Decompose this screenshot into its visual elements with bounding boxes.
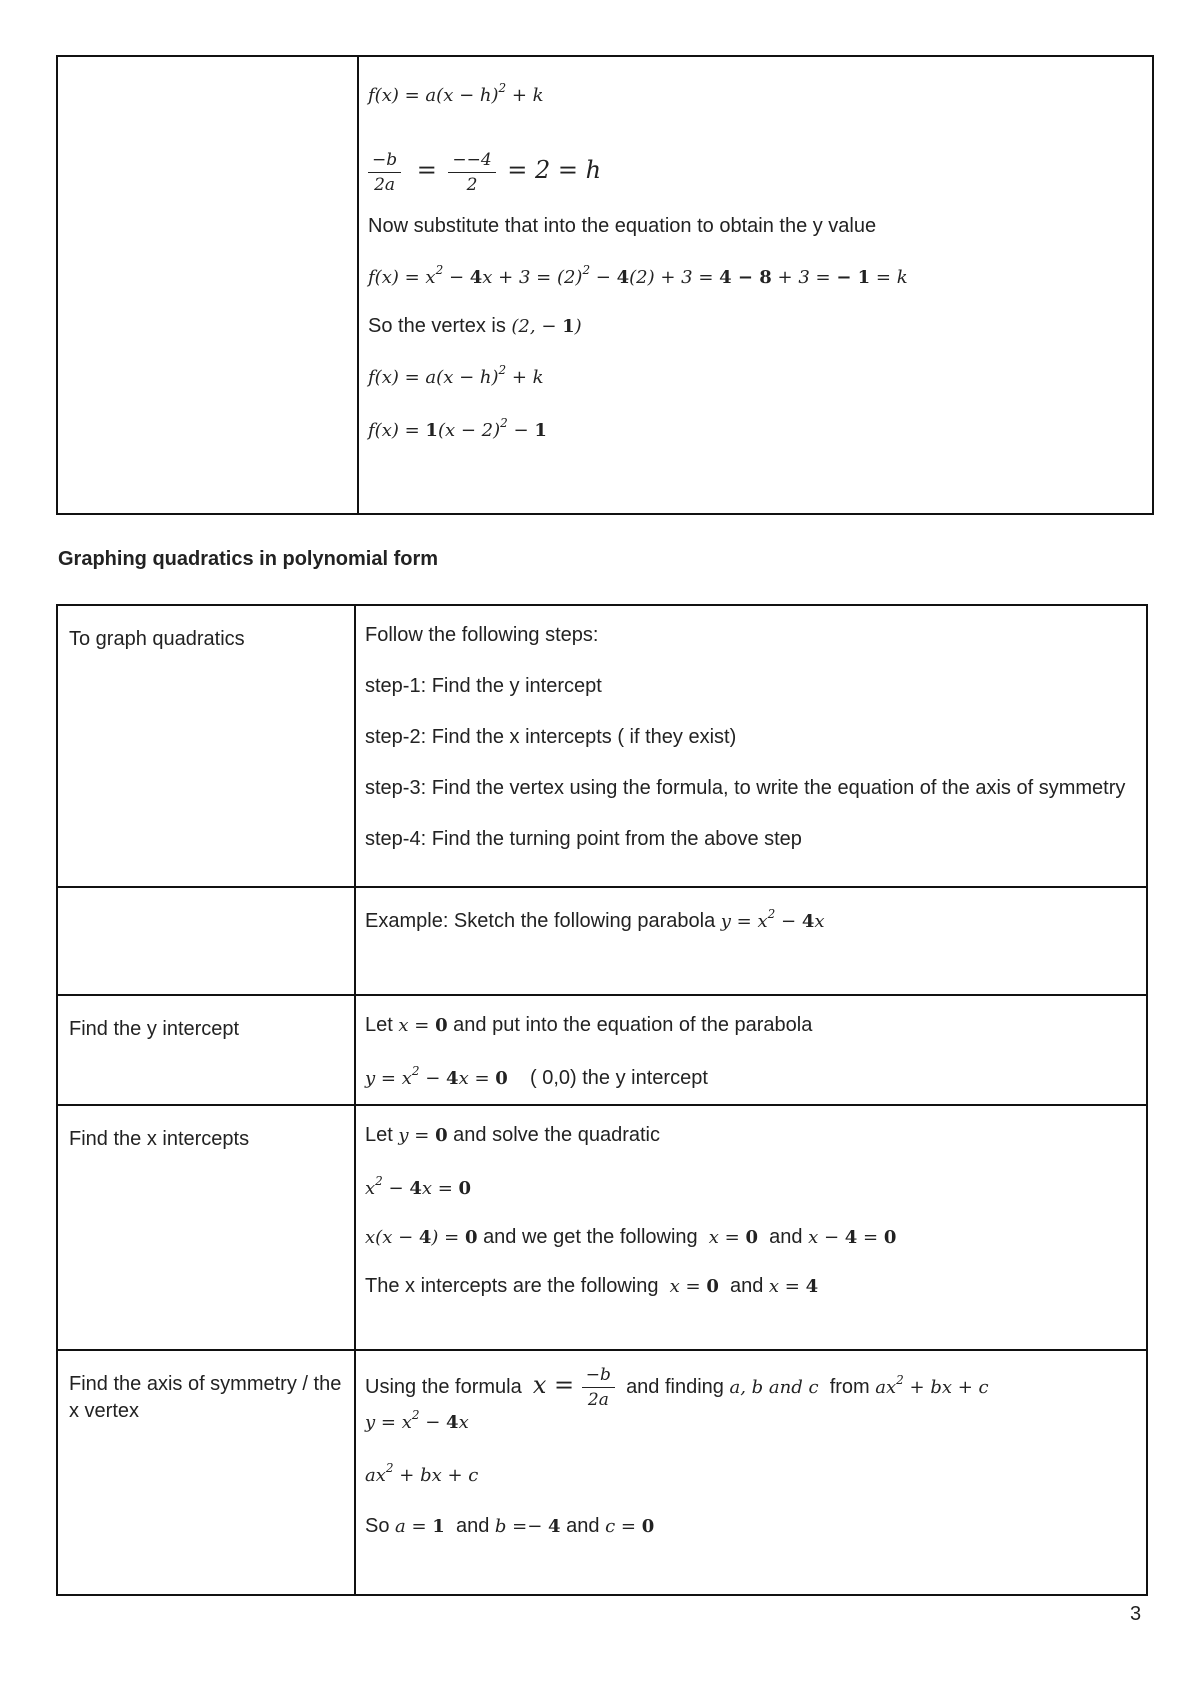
vertex-result: So the vertex is (2, − 1)	[368, 315, 582, 337]
step-2: step-2: Find the x intercepts ( if they exist)	[365, 726, 737, 748]
section-heading: Graphing quadratics in polynomial form	[58, 548, 439, 570]
axis-of-symmetry-row	[57, 1350, 1147, 1595]
axis-formula-line: Using the formula x = $\frac{-b}{2a}$ and finding a, b and c from $ax^2$ + bx + c	[365, 1365, 989, 1411]
coefficients-result: So a = 1 and b =− 4 and c = 0	[365, 1515, 655, 1537]
x-intercepts-label: Find the x intercepts	[69, 1128, 250, 1150]
axis-of-symmetry-label: Find the axis of symmetry / the x vertex	[69, 1373, 342, 1422]
steps-row	[57, 605, 1147, 887]
steps-label: To graph quadratics	[69, 628, 245, 650]
x-intercepts-equation: $x^2 - 4x = 0$	[365, 1174, 472, 1199]
vertex-form-result: $f(x) = 1(x - 2)^2 - 1$	[368, 416, 547, 441]
y-intercept-row	[57, 995, 1147, 1105]
graphing-table	[56, 604, 1148, 1596]
y-intercept-result: $y = x^2 - 4x = 0$ ( 0,0) the y intercept	[365, 1064, 708, 1089]
vertex-form-equation-2: $f(x) = a(x - h)^2 + k$	[368, 363, 544, 388]
x-intercepts-factored: x(x − 4) = 0 and we get the following x = 0 and x − 4 = 0	[365, 1226, 897, 1248]
vertex-table-left-cell	[57, 56, 358, 514]
example-text: Example: Sketch the following parabola $y = x^2 - 4x$	[365, 907, 825, 932]
example-row	[57, 887, 1147, 995]
x-intercepts-result: The x intercepts are the following x = 0 and x = 4	[365, 1275, 819, 1297]
step-3: step-3: Find the vertex using the formula, to write the equation of the axis of symmetry	[365, 777, 1126, 799]
vertex-form-equation: $f(x) = a(x - h)^2 + k$	[368, 81, 544, 106]
step-4: step-4: Find the turning point from the above step	[365, 828, 802, 850]
vertex-table-right-cell	[358, 56, 1153, 514]
axis-equation: $y = x^2 - 4x$	[365, 1408, 469, 1433]
h-calculation: $\frac{-b}{2a}$ = $\frac{--4}{2}$ = 2 = h	[368, 146, 1140, 194]
k-calculation: $f(x) = x^2 - 4x + 3 = (2)^2 - 4(2) + 3 = 4 - 8 + 3$ = − 1 = k	[368, 263, 908, 288]
y-intercept-label: Find the y intercept	[69, 1018, 240, 1040]
steps-intro: Follow the following steps:	[365, 624, 599, 646]
y-intercept-step: Let x = 0 and put into the equation of the parabola	[365, 1014, 813, 1036]
x-intercepts-step: Let y = 0 and solve the quadratic	[365, 1124, 660, 1146]
x-intercepts-row	[57, 1105, 1147, 1350]
vertex-table	[56, 55, 1154, 515]
substitute-text: Now substitute that into the equation to obtain the y value	[368, 215, 877, 237]
general-form: $ax^2$ + bx + c	[365, 1461, 479, 1486]
page-number: 3	[1130, 1603, 1142, 1625]
step-1: step-1: Find the y intercept	[365, 675, 602, 697]
